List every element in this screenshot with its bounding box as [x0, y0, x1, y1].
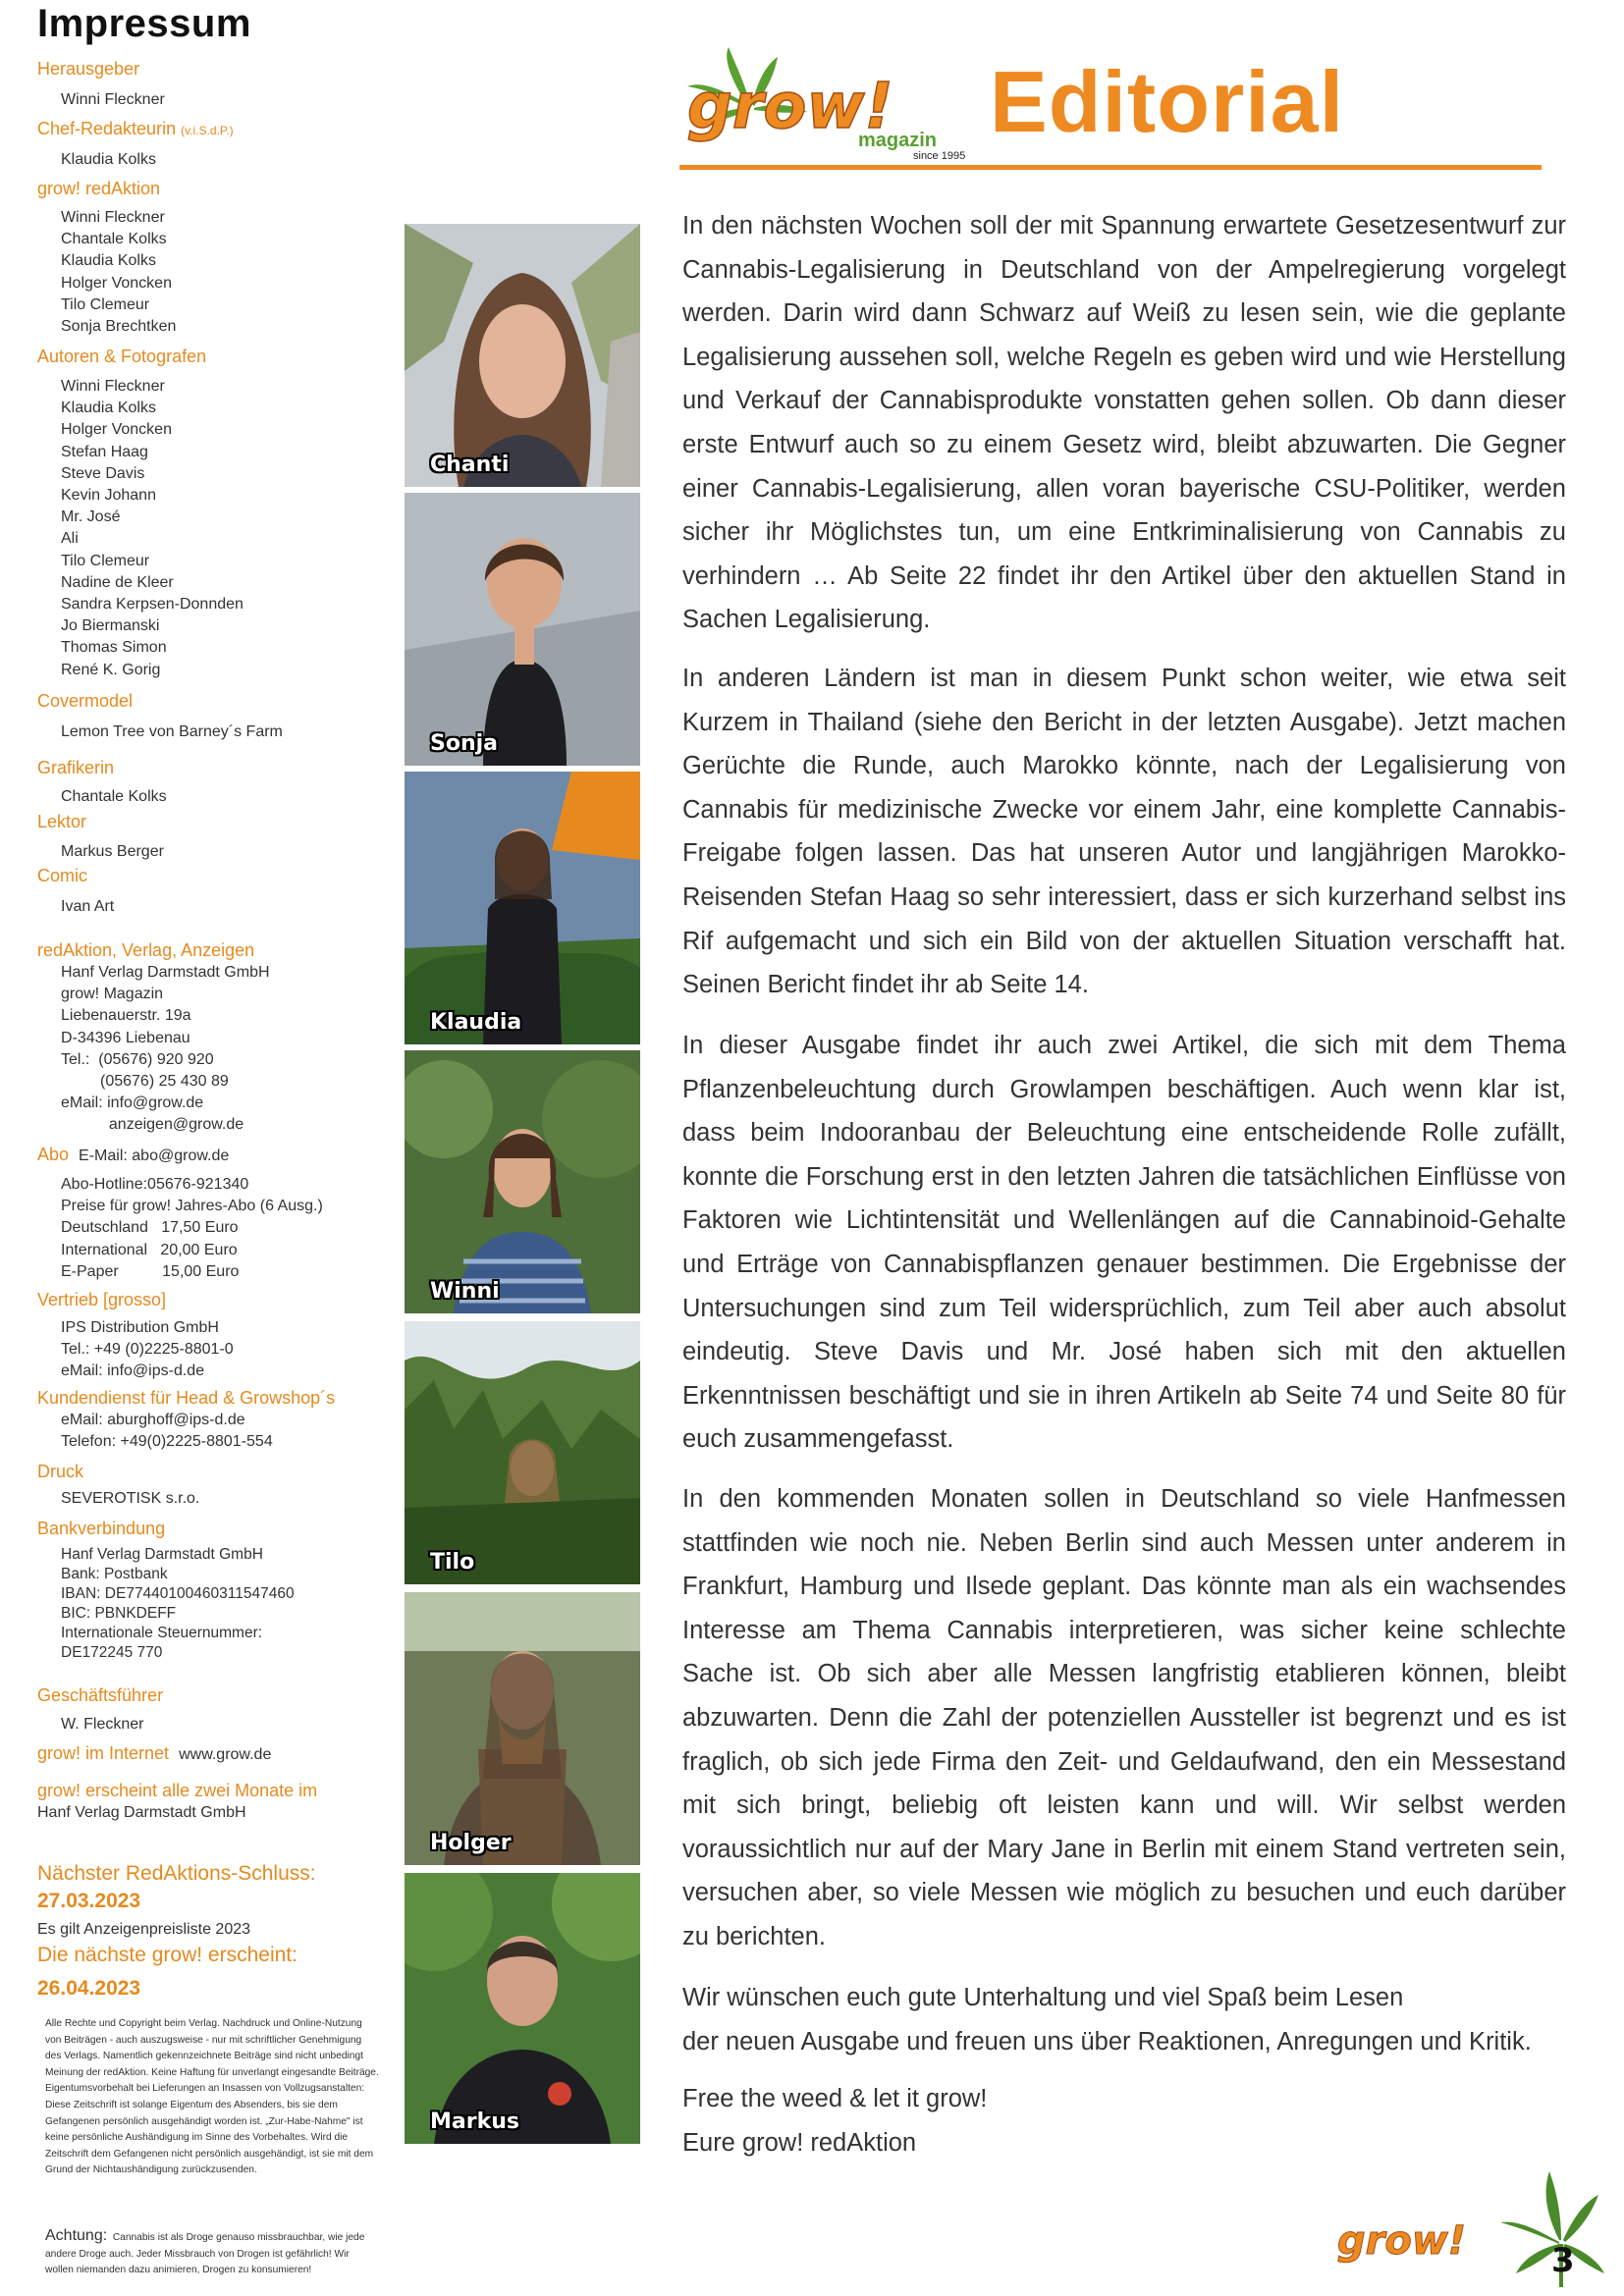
- redaktion-line: Holger Voncken: [61, 274, 172, 292]
- verlag-line: Liebenauerstr. 19a: [61, 1007, 191, 1025]
- footer-wordmark: grow!: [1337, 2218, 1467, 2264]
- verlag-line: Hanf Verlag Darmstadt GmbH: [61, 964, 270, 981]
- chef-value: Klaudia Kolks: [61, 151, 156, 168]
- photo-label-winni: Winni: [430, 1279, 500, 1304]
- internet-label-text: grow! im Internet: [37, 1743, 170, 1763]
- footer-logo: [1333, 2171, 1618, 2289]
- impressum-title: Impressum: [37, 2, 251, 45]
- autoren-line: Holger Voncken: [61, 421, 172, 439]
- footer-logo-image: [1333, 2171, 1618, 2289]
- bank-line: Hanf Verlag Darmstadt GmbH: [61, 1546, 263, 1563]
- autoren-line: Steve Davis: [61, 464, 145, 482]
- photo-tilo: [405, 1321, 640, 1584]
- grafikerin-value: Chantale Kolks: [61, 788, 167, 805]
- warning-notice: [45, 2228, 379, 2279]
- photo-label-markus: Markus: [430, 2109, 519, 2134]
- vertrieb-line: eMail: info@ips-d.de: [61, 1362, 205, 1380]
- editorial-paragraph-3: In dieser Ausgabe findet ihr auch zwei Artikel, die sich mit dem Thema Pflanzenbeleuchtung durch Growlampen beschäftigen. Auch wenn klar ist, dass beim Indooranbau der Beleuchtung eine entscheidende Rolle zufällt, konnte die Forschung erst in den letzten Jahren die tatsächlichen Einflüsse von Faktoren wie Lichtintensität und Wellenlängen auf die Cannabinoid-Gehalte und Erträge von Cannabispflanzen genauer bestimmen. Die Ergebnisse der Untersuchungen sind zum Teil widersprüchlich, zum Teil aber auch absolut eindeutig. Steve Davis und Mr. José haben sich mit den aktuellen Erkenntnissen beschäftigt und sie in ihren Artikeln ab Seite 74 und Seite 80 für euch zusammengefasst.: [682, 1032, 1566, 1454]
- logo-since: since 1995: [913, 150, 966, 162]
- autoren-line: Stefan Haag: [61, 443, 148, 460]
- abo-line: International 20,00 Euro: [61, 1241, 238, 1258]
- vertrieb-list: [61, 1317, 234, 1383]
- verlag-line: (05676) 25 430 89: [61, 1073, 229, 1091]
- next-label: Die nächste grow! erscheint:: [37, 1944, 298, 1966]
- kundendienst-line: Telefon: +49(0)2225-8801-554: [61, 1433, 273, 1451]
- bank-line: Bank: Postbank: [61, 1566, 168, 1582]
- redaktion-list: [61, 207, 176, 338]
- photo-label-chanti: Chanti: [430, 453, 510, 477]
- grow-logo-image: [679, 47, 974, 163]
- redaktion-line: Winni Fleckner: [61, 209, 165, 226]
- comic-value: Ivan Art: [61, 898, 115, 915]
- abo-list: [61, 1174, 323, 1283]
- photo-chanti: [405, 224, 640, 487]
- comic-label: Comic: [37, 866, 88, 885]
- abo-email: E-Mail: abo@grow.de: [79, 1148, 230, 1164]
- signature-line-1: Free the weed & let it grow!: [682, 2085, 988, 2112]
- closing-wish: [682, 1976, 1566, 2063]
- bank-label: Bankverbindung: [37, 1519, 166, 1538]
- autoren-line: Tilo Clemeur: [61, 552, 150, 569]
- editorial-paragraph-2: In anderen Ländern ist man in diesem Punkt schon weiter, wie etwa seit Kurzem in Thailand (siehe den Bericht in der letzten Ausgabe). Jetzt machen Gerüchte die Runde, auch Marokko könnte, nach der Legalisierung von Cannabis für medizinische Zwecke vor einem Jahr, eine komplette Cannabis-Freigabe folgen lassen. Das hat unseren Autor und langjährigen Marokko-Reisenden Stefan Haag so sehr interessiert, dass er sich kurzerhand selbst ins Rif aufgemacht und sich ein Bild von der aktuellen Situation verschafft hat. Seinen Bericht findet ihr ab Seite 14.: [682, 665, 1566, 999]
- photo-tilo-image: [405, 1321, 640, 1584]
- chef-label: [37, 119, 234, 139]
- druck-label: Druck: [37, 1462, 84, 1481]
- verlag-line: anzeigen@grow.de: [61, 1116, 244, 1134]
- kundendienst-line: eMail: aburghoff@ips-d.de: [61, 1412, 245, 1428]
- autoren-line: Thomas Simon: [61, 639, 167, 657]
- redaktion-label: grow! redAktion: [37, 179, 161, 198]
- closing-signature: [682, 2077, 1566, 2164]
- covermodel-label: Covermodel: [37, 691, 134, 711]
- photo-klaudia: [405, 772, 640, 1044]
- bank-line: BIC: PBNKDEFF: [61, 1605, 177, 1622]
- chef-sub: (v.i.S.d.P.): [181, 124, 234, 137]
- redaktion-line: Tilo Clemeur: [61, 295, 150, 313]
- photo-winni-image: [405, 1050, 640, 1313]
- warning-text: Cannabis ist als Droge genauso missbrauchbar, wie jede andere Droge auch. Jeder Missbrauch von Drogen ist gefährlich! Wir wollen niemanden dazu animieren, Drogen zu konsumieren!: [45, 2232, 365, 2276]
- editorial-paragraph-1: In den nächsten Wochen soll der mit Spannung erwartete Gesetzesentwurf zur Cannabis-Legalisierung in Deutschland von der Ampelregierung vorgelegt werden. Darin wird dann Schwarz auf Weiß zu lesen sein, wie die geplante Legalisierung aussehen soll, welche Regeln es geben wird und wie Herstellung und Verkauf der Cannabisprodukte vonstatten gehen sollen. Ob dann dieser erste Entwurf auch so zu einem Gesetz wird, bleibt abzuwarten. Die Gegner einer Cannabis-Legalisierung, allen voran bayerische CSU-Politiker, werden sicher ihr Möglichstes tun, um eine Entkriminalisierung von Cannabis zu verhindern … Ab Seite 22 findet ihr den Artikel über den aktuellen Stand in Sachen Legalisierung.: [682, 212, 1566, 634]
- chef-label-text: Chef-Redakteurin: [37, 119, 177, 138]
- lektor-value: Markus Berger: [61, 843, 164, 860]
- autoren-line: Ali: [61, 530, 79, 548]
- abo-label: [37, 1145, 229, 1165]
- autoren-line: Winni Fleckner: [61, 378, 165, 395]
- internet-url: www.grow.de: [179, 1746, 272, 1763]
- bank-line: Internationale Steuernummer:: [61, 1625, 263, 1641]
- photo-holger: [405, 1592, 640, 1865]
- legal-notice: Alle Rechte und Copyright beim Verlag. Nachdruck und Online-Nutzung von Beiträgen - auch auszugsweise - nur mit schriftlicher Genehmigung des Verlags. Namentlich gekennzeichnete Beiträge sind nicht unbedingt Meinung der redAktion. Keine Haftung für unverlangt eingesandte Beiträge. Eigentumsvorbehalt bei Lieferungen an Insassen von Vollzugsanstalten: Diese Zeitschrift ist solange Eigentum des Absenders, bis sie dem Gefangenen persönlich ausgehändigt worden ist. „Zur-Habe-Nahme" ist keine persönliche Aushändigung im Sinne des Vorbehaltes. Wird die Zeitschrift dem Gefangenen nicht persönlich ausgehändigt, ist sie mit dem Grund der Nichtaushändigung zurückzusenden.: [45, 2018, 379, 2176]
- herausgeber-value: Winni Fleckner: [61, 91, 165, 108]
- closing-line-1: Wir wünschen euch gute Unterhaltung und viel Spaß beim Lesen: [682, 1984, 1404, 2011]
- vertrieb-line: IPS Distribution GmbH: [61, 1319, 219, 1336]
- logo-wordmark: grow!: [687, 71, 893, 143]
- photo-sonja-image: [405, 493, 640, 766]
- gf-value: W. Fleckner: [61, 1716, 144, 1733]
- photo-label-holger: Holger: [430, 1831, 512, 1855]
- verlag-line: eMail: info@grow.de: [61, 1095, 204, 1112]
- autoren-line: Jo Biermanski: [61, 617, 160, 635]
- verlag-line: D-34396 Liebenau: [61, 1029, 190, 1046]
- redaktion-line: Klaudia Kolks: [61, 252, 156, 270]
- photo-holger-image: [405, 1592, 640, 1865]
- autoren-line: Mr. José: [61, 508, 121, 526]
- logo-magazin: magazin: [858, 130, 938, 151]
- verlag-label: redAktion, Verlag, Anzeigen: [37, 940, 255, 960]
- next-date: 26.04.2023: [37, 1977, 141, 2000]
- lektor-label: Lektor: [37, 812, 87, 831]
- schluss-label: Nächster RedAktions-Schluss:: [37, 1862, 316, 1885]
- bank-line: IBAN: DE77440100460311547460: [61, 1585, 295, 1602]
- abo-line: Abo-Hotline:05676-921340: [61, 1176, 249, 1193]
- autoren-line: René K. Gorig: [61, 661, 161, 678]
- grow-logo: [679, 47, 974, 163]
- photo-markus-image: [405, 1873, 640, 2144]
- autoren-line: Sandra Kerpsen-Donnden: [61, 596, 244, 614]
- verlag-line: Tel.: (05676) 920 920: [61, 1050, 214, 1068]
- autoren-list: [61, 376, 244, 681]
- closing-line-2: der neuen Ausgabe und freuen uns über Reaktionen, Anregungen und Kritik.: [682, 2027, 1532, 2056]
- photo-label-klaudia: Klaudia: [430, 1010, 522, 1035]
- header-rule: [679, 165, 1542, 170]
- redaktion-line: Chantale Kolks: [61, 231, 167, 248]
- photo-klaudia-image: [405, 772, 640, 1044]
- vertrieb-label: Vertrieb [grosso]: [37, 1290, 167, 1309]
- autoren-line: Nadine de Kleer: [61, 573, 174, 591]
- schluss-date: 27.03.2023: [37, 1890, 141, 1912]
- druck-value: SEVEROTISK s.r.o.: [61, 1490, 200, 1507]
- redaktion-line: Sonja Brechtken: [61, 318, 177, 336]
- erscheint-value: Hanf Verlag Darmstadt GmbH: [37, 1804, 246, 1821]
- kundendienst-label: Kundendienst für Head & Growshop´s: [37, 1388, 336, 1408]
- photo-sonja: [405, 493, 640, 766]
- grafikerin-label: Grafikerin: [37, 758, 115, 777]
- bank-line: DE172245 770: [61, 1644, 163, 1661]
- photo-label-tilo: Tilo: [430, 1550, 475, 1575]
- editorial-title: Editorial: [990, 53, 1345, 150]
- preisliste: Es gilt Anzeigenpreisliste 2023: [37, 1921, 251, 1938]
- signature-line-2: Eure grow! redAktion: [682, 2128, 917, 2157]
- photo-label-sonja: Sonja: [430, 731, 499, 756]
- abo-label-text: Abo: [37, 1145, 70, 1164]
- bank-list: [61, 1545, 295, 1663]
- photo-winni: [405, 1050, 640, 1313]
- herausgeber-label: Herausgeber: [37, 59, 140, 79]
- autoren-line: Kevin Johann: [61, 487, 156, 505]
- verlag-line: grow! Magazin: [61, 986, 164, 1003]
- photo-chanti-image: [405, 224, 640, 487]
- erscheint-label: grow! erscheint alle zwei Monate im: [37, 1781, 318, 1800]
- photo-markus: [405, 1873, 640, 2144]
- abo-line: Deutschland 17,50 Euro: [61, 1219, 239, 1237]
- page-number: 3: [1551, 2241, 1575, 2280]
- warning-lead: Achtung:: [45, 2227, 108, 2244]
- kundendienst-list: [61, 1410, 273, 1453]
- vertrieb-line: Tel.: +49 (0)2225-8801-0: [61, 1341, 234, 1359]
- editorial-paragraph-4: In den kommenden Monaten sollen in Deutschland so viele Hanfmessen stattfinden wie noch nie. Neben Berlin sind auch Messen unter anderem in Frankfurt, Hamburg und Ilsede geplant. Das könnte man als ein wachsendes Interesse am Thema Cannabis interpretieren, was sicher keine schlechte Sache ist. Ob sich aber alle Messen langfristig etablieren können, bleibt abzuwarten. Denn die Zahl der potenziellen Aussteller ist begrenzt und es ist fraglich, ob sich jede Firma den Zeit- und Geldaufwand, den ein Messestand mit sich bringt, beliebig oft leisten kann und will. Wir selbst werden voraussichtlich nur auf der Mary Jane in Berlin mit einem Stand vertreten sein, versuchen aber, so viele Messen wie möglich zu besuchen und euch darüber zu berichten.: [682, 1485, 1566, 1950]
- gf-label: Geschäftsführer: [37, 1685, 164, 1705]
- autoren-label: Autoren & Fotografen: [37, 347, 207, 366]
- verlag-list: [61, 962, 270, 1137]
- abo-line: E-Paper 15,00 Euro: [61, 1262, 240, 1280]
- internet-label: [37, 1743, 271, 1764]
- abo-line: Preise für grow! Jahres-Abo (6 Ausg.): [61, 1198, 323, 1215]
- covermodel-value: Lemon Tree von Barney´s Farm: [61, 723, 283, 740]
- autoren-line: Klaudia Kolks: [61, 400, 156, 417]
